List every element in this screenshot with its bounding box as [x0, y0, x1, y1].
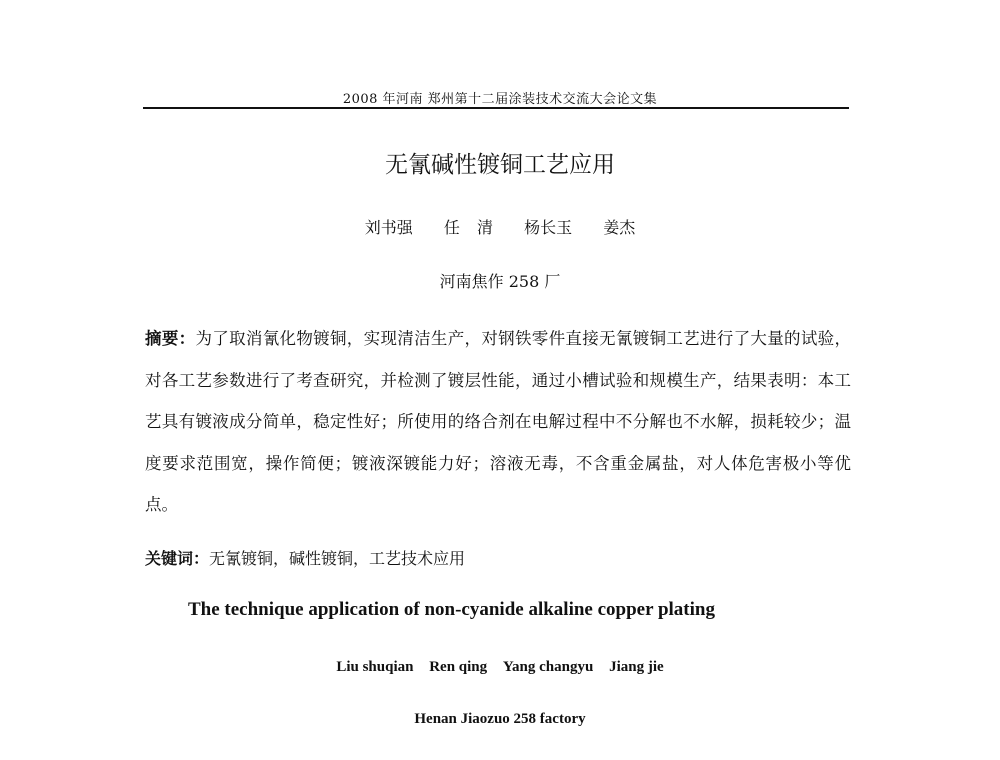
- author-list: [0, 215, 1000, 238]
- english-author-name: Ren qing: [429, 659, 488, 675]
- english-author-name: Yang changyu: [502, 659, 594, 675]
- author-name: 姜杰: [603, 218, 636, 237]
- abstract-label: 摘要：: [145, 329, 196, 348]
- header-rule: [143, 107, 849, 109]
- author-name: 刘书强: [364, 218, 413, 237]
- keywords-label: 关键词：: [145, 549, 210, 568]
- abstract: [145, 318, 851, 526]
- affiliation: 河南焦作 258 厂: [439, 272, 561, 291]
- running-header: 2008 年河南 郑州第十二届涂装技术交流大会论文集: [342, 92, 658, 107]
- author-name: 杨长玉: [524, 218, 573, 237]
- english-author-name: Liu shuqian: [336, 659, 414, 675]
- abstract-text: 为了取消氰化物镀铜，实现清洁生产，对钢铁零件直接无氰镀铜工艺进行了大量的试验，对各工艺参数进行了考查研究，并检测了镀层性能，通过小槽试验和规模生产，结果表明：本工艺具有镀液成分简单，稳定性好；所使用的络合剂在电解过程中不分解也不水解，损耗较少；温度要求范围宽，操作简便；镀液深镀能力好；溶液无毒，不含重金属盐，对人体危害极小等优点。: [145, 329, 852, 514]
- paper-title: 无氰碱性镀铜工艺应用: [385, 152, 615, 178]
- english-author-list: [0, 659, 1000, 676]
- english-affiliation: Henan Jiaozuo 258 factory: [414, 711, 586, 727]
- english-author-name: Jiang jie: [609, 659, 664, 675]
- author-name: 任 清: [443, 218, 493, 237]
- keywords: [145, 546, 851, 569]
- english-title: The technique application of non-cyanide alkaline copper plating: [188, 599, 715, 620]
- keywords-text: 无氰镀铜，碱性镀铜，工艺技术应用: [209, 549, 466, 568]
